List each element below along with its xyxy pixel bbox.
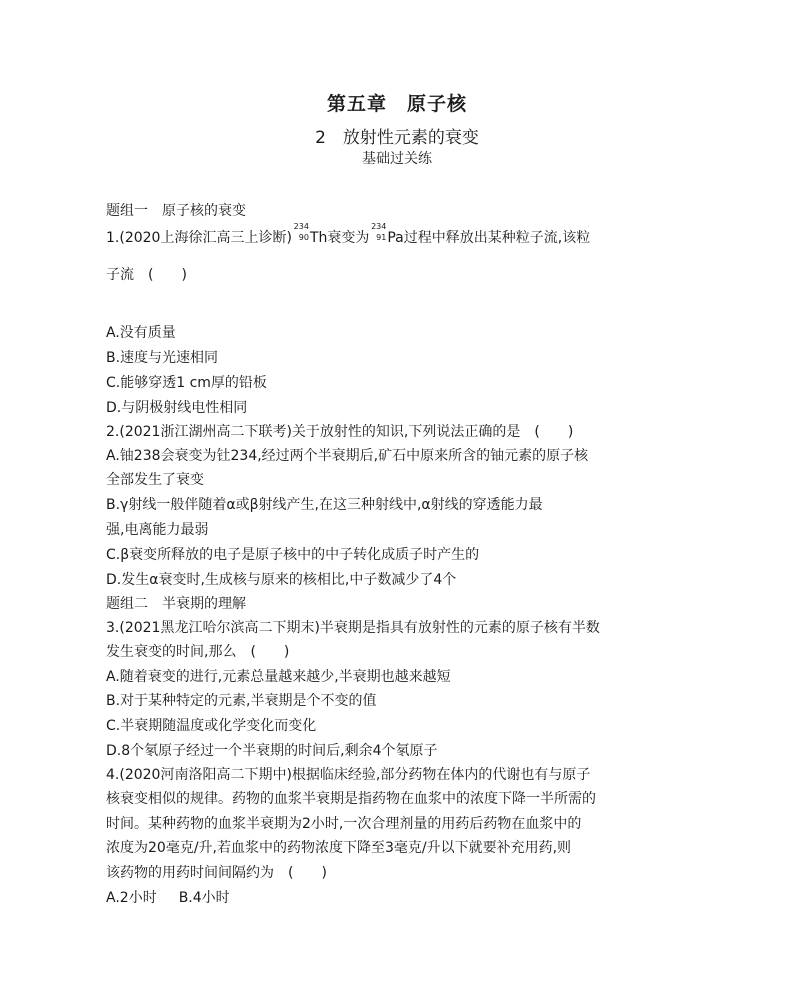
- question-4-options-row: [106, 887, 230, 907]
- question-3-option-b: B.对于某种特定的元素,半衰期是个不变的值: [106, 693, 377, 709]
- question-1-option-b: B.速度与光速相同: [106, 350, 219, 366]
- chapter-title: 第五章 原子核: [326, 93, 467, 115]
- question-1-answer-paren: ( ): [148, 267, 187, 283]
- question-1-prefix: 1.(2020上海徐汇高三上诊断): [106, 230, 292, 246]
- question-1-rest: 过程中释放出某种粒子流,该粒: [403, 230, 591, 246]
- question-2-option-c: C.β衰变所释放的电子是原子核中的中子转化成质子时产生的: [106, 547, 480, 563]
- question-1-option-c: C.能够穿透1 cm厚的铅板: [106, 375, 267, 391]
- question-2-option-a-line1: A.铀238会衰变为钍234,经过两个半衰期后,矿石中原来所含的铀元素的原子核: [106, 448, 589, 464]
- question-1-option-d: D.与阴极射线电性相同: [106, 400, 248, 416]
- question-1-mid: 衰变为: [327, 230, 370, 246]
- thorium-symbol: Th: [309, 230, 328, 246]
- question-3-stem-line2: 发生衰变的时间,那么 ( ): [106, 641, 289, 661]
- protactinium-isotope-notation: 234 91: [371, 222, 387, 242]
- question-3-option-d: D.8个氡原子经过一个半衰期的时间后,剩余4个氡原子: [106, 743, 438, 759]
- question-4-answer-paren: ( ): [288, 865, 327, 881]
- question-1-option-a: A.没有质量: [106, 325, 176, 341]
- question-4-option-a: A.2小时: [106, 890, 157, 906]
- section-subtitle: 基础过关练: [362, 151, 432, 167]
- question-4-stem-line4: 浓度为20毫克/升,若血浆中的药物浓度下降至3毫克/升以下就要补充用药,则: [106, 840, 572, 856]
- question-3-stem-line1: 3.(2021黑龙江哈尔滨高二下期末)半衰期是指具有放射性的元素的原子核有半数: [106, 620, 600, 636]
- group-heading-1: 题组一 原子核的衰变: [106, 203, 246, 219]
- question-4-stem-line3: 时间。某种药物的血浆半衰期为2小时,一次合理剂量的用药后药物在血浆中的: [106, 816, 582, 832]
- group-heading-2: 题组二 半衰期的理解: [106, 596, 246, 612]
- question-2-option-d: D.发生α衰变时,生成核与原来的核相比,中子数减少了4个: [106, 572, 457, 588]
- question-1-stem: [106, 222, 591, 247]
- question-2-stem: 2.(2021浙江湖州高二下联考)关于放射性的知识,下列说法正确的是 ( ): [106, 421, 573, 441]
- question-1-line2: 子流 ( ): [106, 264, 187, 284]
- question-3-option-a: A.随着衰变的进行,元素总量越来越少,半衰期也越来越短: [106, 669, 451, 685]
- question-4-stem-line1: 4.(2020河南洛阳高二下期中)根据临床经验,部分药物在体内的代谢也有与原子: [106, 767, 591, 783]
- question-2-option-b-line1: B.γ射线一般伴随着α或β射线产生,在这三种射线中,α射线的穿透能力最: [106, 497, 543, 513]
- protactinium-symbol: Pa: [387, 230, 404, 246]
- question-3-option-c: C.半衰期随温度或化学变化而变化: [106, 718, 317, 734]
- section-title: 2 放射性元素的衰变: [315, 128, 479, 148]
- question-4-stem-line5: 该药物的用药时间间隔约为 ( ): [106, 862, 327, 882]
- question-3-answer-paren: ( ): [250, 644, 290, 660]
- question-2-option-a-line2: 全部发生了衰变: [106, 472, 204, 488]
- question-4-stem-line2: 核衰变相似的规律。药物的血浆半衰期是指药物在血浆中的浓度下降一半所需的: [106, 791, 596, 807]
- question-4-option-b: B.4小时: [178, 890, 230, 906]
- thorium-isotope-notation: 234 90: [293, 222, 309, 242]
- question-2-option-b-line2: 强,电离能力最弱: [106, 522, 209, 538]
- question-2-answer-paren: ( ): [534, 424, 574, 440]
